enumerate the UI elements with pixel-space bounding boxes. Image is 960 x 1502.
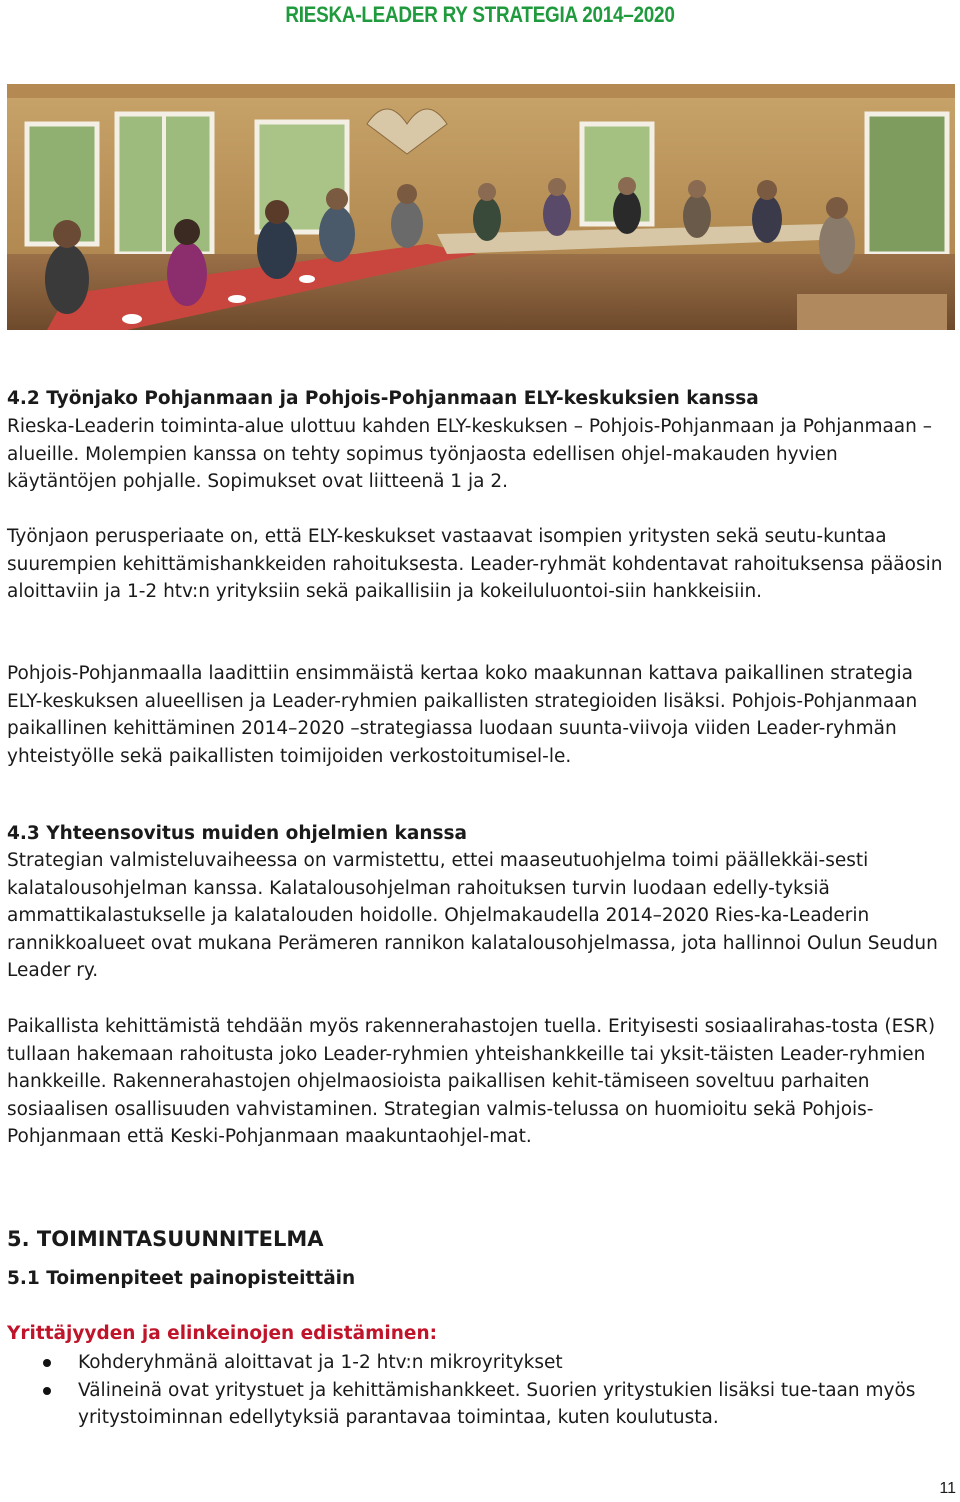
list-item-text: Kohderyhmänä aloittavat ja 1-2 htv:n mikroyritykset	[78, 1352, 563, 1373]
meeting-photo	[7, 84, 955, 330]
list-item-text: Välineinä ovat yritystuet ja kehittämishankkeet. Suorien yritystukien lisäksi tue-taan myös yritystoiminnan edellytyksiä parantavaa toimintaa, kuten koulutusta.	[78, 1379, 916, 1428]
section-4-2-paragraph-1: Rieska-Leaderin toiminta-alue ulottuu kahden ELY-keskuksen – Pohjois-Pohjanmaan ja Pohjanmaan – alueille. Molempien kanssa on tehty sopimus työnjaosta edellisen ohjel-makauden hyvien käytäntöjen pohjalle. Sopimukset ovat liitteenä 1 ja 2.	[7, 416, 932, 492]
section-4-2-paragraph-2: Työnjaon perusperiaate on, että ELY-keskukset vastaavat isompien yritysten sekä seutu-kuntaa suurempien kehittämishankkeiden rahoituksesta. Leader-ryhmät kohdentavat rahoituksensa pääosin aloittaviin ja 1-2 htv:n yrityksiin sekä paikallisiin ja kokeiluluontoi-siin hankkeisiin.	[7, 526, 943, 602]
section-4-3-paragraph-2: Paikallista kehittämistä tehdään myös rakennerahastojen tuella. Erityisesti sosiaalirahas-tosta (ESR) tullaan hakemaan rahoitusta joko Leader-ryhmien yhteishankkeille tai yksit-täisten Leader-ryhmien hankkeille. Rakennerahastojen ohjelmaosioista paikallisen kehit-tämiseen soveltuu parhaiten sosiaalisen osallisuuden vahvistaminen. Strategian valmis-telussa on huomioitu sekä Pohjois-Pohjanmaan että Keski-Pohjanmaan maakuntaohjel-mat.	[7, 1016, 936, 1147]
section-4-2-paragraph-3: Pohjois-Pohjanmaalla laadittiin ensimmäistä kertaa koko maakunnan kattava paikallinen strategia ELY-keskuksen alueellisen ja Leader-ryhmien paikallisten strategioiden lisäksi. Pohjois-Pohjanmaan paikallinen kehittäminen 2014–2020 –strategiassa luodaan suunta-viivoja viiden Leader-ryhmän yhteistyölle sekä paikallisten toimijoiden verkostoitumisel-le.	[7, 663, 918, 767]
meeting-photo-illustration	[7, 84, 955, 330]
section-4-3-heading: 4.3 Yhteensovitus muiden ohjelmien kanssa	[7, 823, 468, 844]
section-5-1-heading: 5.1 Toimenpiteet painopisteittäin	[7, 1268, 356, 1289]
focus-area-heading: Yrittäjyyden ja elinkeinojen edistäminen:	[7, 1323, 438, 1344]
document-header-title: RIESKA-LEADER RY STRATEGIA 2014–2020	[285, 2, 675, 27]
section-4-3-paragraph-1: Strategian valmisteluvaiheessa on varmistettu, ettei maaseutuohjelma toimi päällekkäi-sesti kalatalousohjelman kanssa. Kalatalousohjelman rahoituksen turvin luodaan edelly-tyksiä ammattikalastukselle ja kalatalouden hoidolle. Ohjelmakaudella 2014–2020 Ries-ka-Leaderin rannikkoalueet ovat mukana Perämeren rannikon kalatalousohjelmassa, jota hallinnoi Oulun Seudun Leader ry.	[7, 850, 938, 981]
list-item	[7, 1377, 953, 1432]
bullet-icon	[43, 1387, 51, 1395]
list-item	[7, 1349, 953, 1377]
focus-area-bullet-list	[7, 1349, 953, 1432]
bullet-icon	[43, 1359, 51, 1367]
page-number: 11	[939, 1480, 956, 1497]
section-4-2-heading: 4.2 Työnjako Pohjanmaan ja Pohjois-Pohjanmaan ELY-keskuksien kanssa	[7, 388, 759, 409]
section-5-heading: 5. TOIMINTASUUNNITELMA	[7, 1227, 324, 1251]
